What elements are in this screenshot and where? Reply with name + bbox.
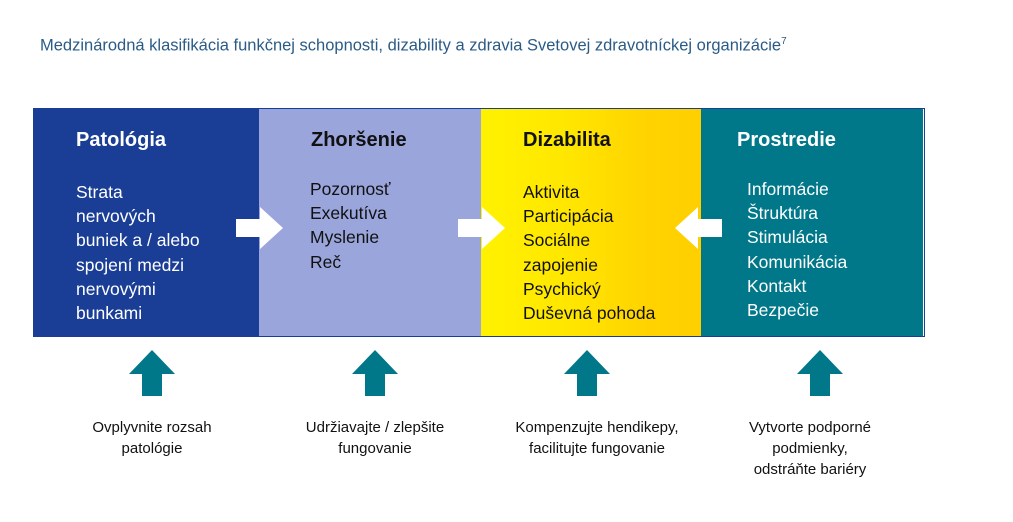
list-item: Duševná pohoda	[523, 303, 656, 324]
arrow-up-icon	[564, 350, 610, 396]
dizabilita-caption	[477, 417, 717, 459]
list-item: nervových	[76, 206, 156, 227]
list-item: bunkami	[76, 303, 143, 324]
patologia-list	[76, 180, 200, 325]
caption-line: Kompenzujte hendikepy,	[515, 419, 679, 436]
title-footnote: 7	[781, 36, 787, 47]
arrow-left-icon	[674, 207, 722, 249]
list-item: Štruktúra	[747, 203, 818, 224]
list-item: Stimulácia	[747, 227, 828, 248]
list-item: Psychický	[523, 278, 601, 299]
list-item: Komunikácia	[747, 251, 848, 272]
list-item: Strata	[76, 182, 123, 202]
list-item: Aktivita	[523, 182, 580, 202]
caption-line: Udržiavajte / zlepšite	[305, 419, 445, 436]
diagram-title	[40, 36, 787, 56]
list-item: Kontakt	[747, 275, 807, 296]
list-item: Bezpečie	[747, 300, 819, 321]
list-item: Exekutíva	[310, 203, 387, 224]
arrow-right-icon	[236, 207, 284, 249]
prostredie-list	[747, 177, 847, 322]
arrow-right-icon	[458, 207, 506, 249]
list-item: nervovými	[76, 278, 156, 299]
list-item: Reč	[310, 251, 342, 272]
prostredie-caption	[710, 417, 910, 480]
prostredie-heading: Prostredie	[737, 129, 836, 151]
list-item: Pozornosť	[310, 179, 391, 199]
list-item: spojení medzi	[76, 254, 184, 275]
list-item: Myslenie	[310, 227, 380, 248]
list-item: Participácia	[523, 206, 614, 227]
arrow-up-icon	[797, 350, 843, 396]
arrow-up-icon	[352, 350, 398, 396]
title-text: Medzinárodná klasifikácia funkčnej schopnosti, dizability a zdravia Svetovej zdravotníckej organizácie	[40, 36, 782, 55]
zhorsenie-caption	[265, 417, 485, 459]
patologia-heading: Patológia	[76, 129, 167, 151]
dizabilita-heading: Dizabilita	[523, 129, 611, 151]
caption-line: Ovplyvnite rozsah	[92, 419, 212, 436]
zhorsenie-list	[310, 177, 391, 274]
list-item: Sociálne	[523, 230, 591, 251]
caption-line: fungovanie	[338, 440, 412, 457]
list-item: buniek a / alebo	[76, 230, 200, 251]
patologia-caption	[52, 417, 252, 459]
arrow-up-icon	[129, 350, 175, 396]
list-item: Informácie	[747, 179, 829, 199]
list-item: zapojenie	[523, 254, 598, 275]
caption-line: patológie	[121, 440, 183, 457]
caption-line: Vytvorte podporné	[748, 419, 872, 436]
caption-line: podmienky,	[772, 440, 848, 457]
caption-line: facilitujte fungovanie	[529, 440, 665, 457]
caption-line: odstráňte bariéry	[753, 461, 867, 478]
dizabilita-list	[523, 180, 655, 325]
zhorsenie-heading: Zhoršenie	[311, 129, 407, 151]
